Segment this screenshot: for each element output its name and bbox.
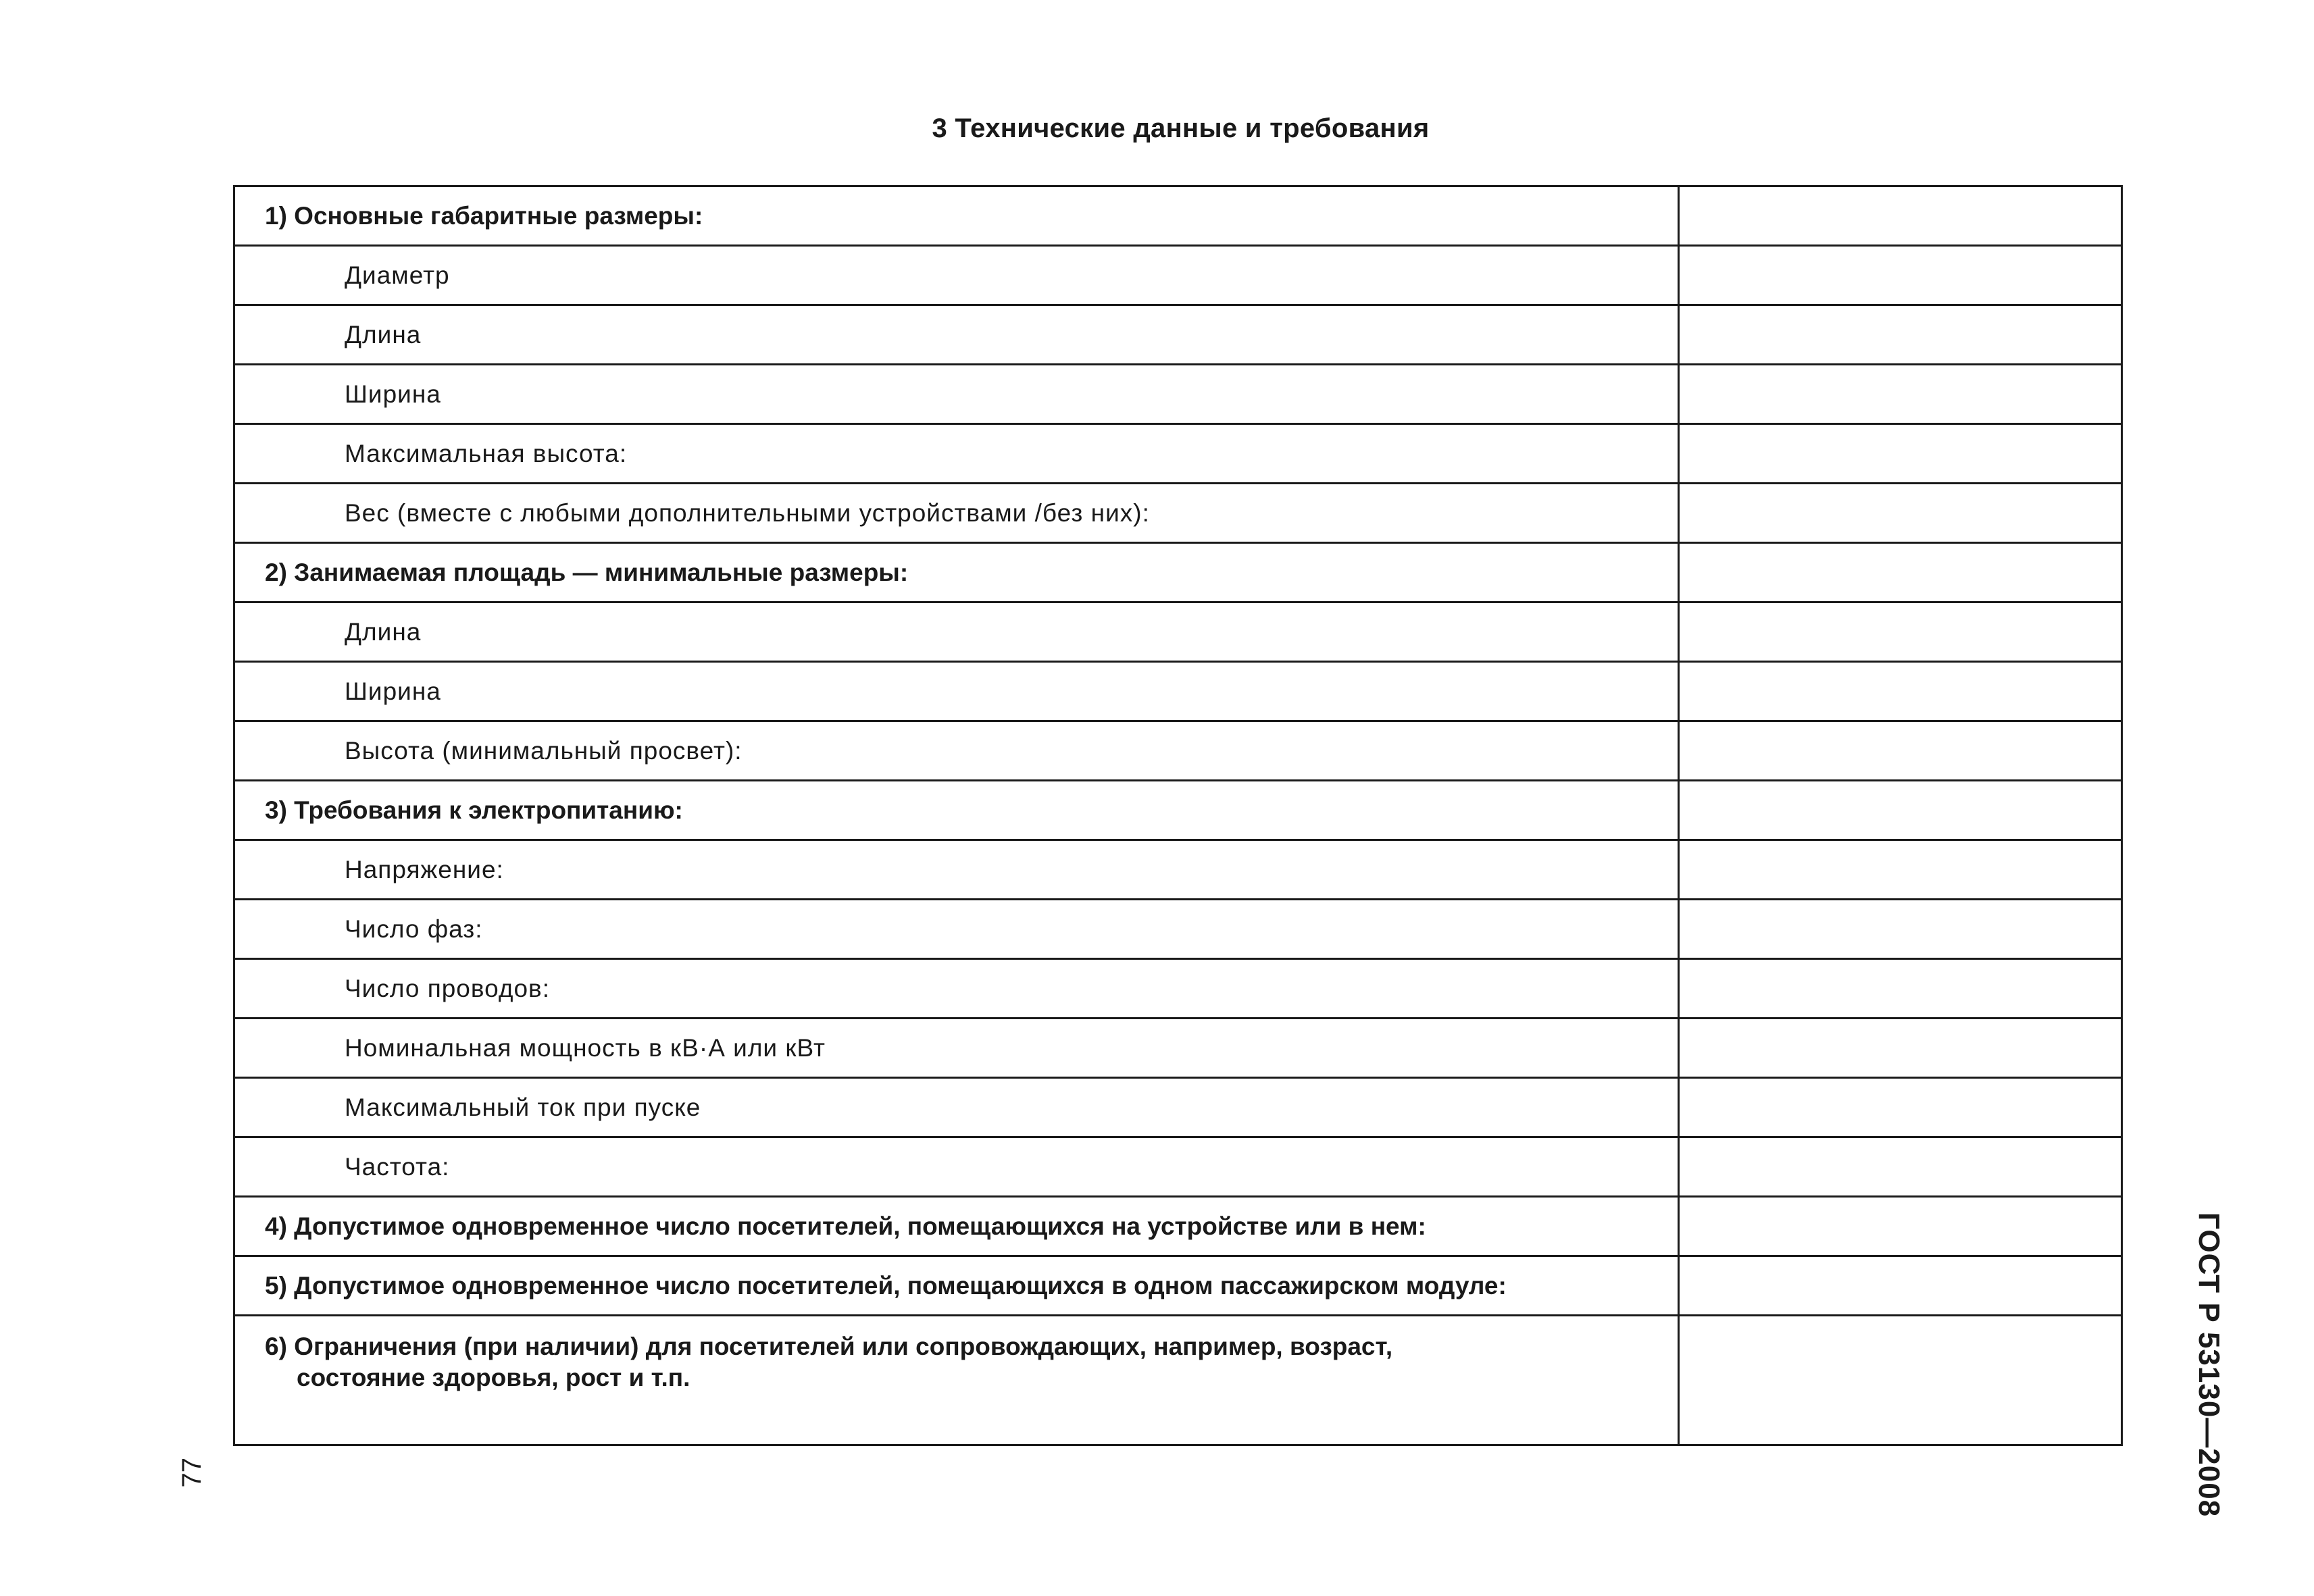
value-cell[interactable]	[1679, 186, 2122, 246]
table-row	[234, 840, 2122, 900]
table-row	[234, 1019, 2122, 1078]
row-label: Максимальный ток при пуске	[234, 1078, 1679, 1137]
technical-data-table	[233, 185, 2123, 1446]
value-cell[interactable]	[1679, 484, 2122, 543]
row-label-line2: состояние здоровья, рост и т.п.	[297, 1364, 690, 1391]
value-cell[interactable]	[1679, 1019, 2122, 1078]
value-cell[interactable]	[1679, 543, 2122, 602]
value-cell[interactable]	[1679, 1316, 2122, 1445]
table-row	[234, 305, 2122, 365]
table-row	[234, 662, 2122, 721]
table-row	[234, 365, 2122, 424]
row-label: Длина	[234, 602, 1679, 662]
value-cell[interactable]	[1679, 1256, 2122, 1316]
value-cell[interactable]	[1679, 1137, 2122, 1197]
value-cell[interactable]	[1679, 1078, 2122, 1137]
table-row	[234, 246, 2122, 305]
table-row	[234, 900, 2122, 959]
table-row	[234, 424, 2122, 484]
section-title: 3 Технические данные и требования	[932, 113, 1430, 143]
value-cell[interactable]	[1679, 900, 2122, 959]
row-label: Число фаз:	[234, 900, 1679, 959]
table-row	[234, 781, 2122, 840]
table-row	[234, 1078, 2122, 1137]
row-label: Напряжение:	[234, 840, 1679, 900]
table-row	[234, 1316, 2122, 1445]
row-label: Вес (вместе с любыми дополнительными устройствами /без них):	[234, 484, 1679, 543]
row-label: 2) Занимаемая площадь — минимальные размеры:	[234, 543, 1679, 602]
value-cell[interactable]	[1679, 1197, 2122, 1256]
row-label: Ширина	[234, 365, 1679, 424]
row-label-line1: 6) Ограничения (при наличии) для посетителей или сопровождающих, например, возраст,	[265, 1333, 1393, 1360]
table-row	[234, 543, 2122, 602]
page-number: 77	[177, 1458, 207, 1488]
row-label: Число проводов:	[234, 959, 1679, 1019]
row-label: 1) Основные габаритные размеры:	[234, 186, 1679, 246]
table-row	[234, 1137, 2122, 1197]
table-row	[234, 1197, 2122, 1256]
table-row	[234, 186, 2122, 246]
value-cell[interactable]	[1679, 305, 2122, 365]
value-cell[interactable]	[1679, 959, 2122, 1019]
row-label: Максимальная высота:	[234, 424, 1679, 484]
row-label: Ширина	[234, 662, 1679, 721]
table-row	[234, 959, 2122, 1019]
row-label: Длина	[234, 305, 1679, 365]
row-label: 3) Требования к электропитанию:	[234, 781, 1679, 840]
value-cell[interactable]	[1679, 662, 2122, 721]
row-label: Высота (минимальный просвет):	[234, 721, 1679, 781]
table-row	[234, 1256, 2122, 1316]
row-label: 4) Допустимое одновременное число посетителей, помещающихся на устройстве или в нем:	[234, 1197, 1679, 1256]
row-label: Частота:	[234, 1137, 1679, 1197]
value-cell[interactable]	[1679, 840, 2122, 900]
value-cell[interactable]	[1679, 721, 2122, 781]
value-cell[interactable]	[1679, 365, 2122, 424]
value-cell[interactable]	[1679, 781, 2122, 840]
value-cell[interactable]	[1679, 424, 2122, 484]
table-row	[234, 721, 2122, 781]
row-label: 5) Допустимое одновременное число посетителей, помещающихся в одном пассажирском модуле:	[234, 1256, 1679, 1316]
document-code: ГОСТ Р 53130—2008	[2192, 1212, 2225, 1518]
value-cell[interactable]	[1679, 246, 2122, 305]
row-label: Диаметр	[234, 246, 1679, 305]
row-label: Номинальная мощность в кВ·А или кВт	[234, 1019, 1679, 1078]
value-cell[interactable]	[1679, 602, 2122, 662]
table-row	[234, 602, 2122, 662]
table-row	[234, 484, 2122, 543]
row-label	[234, 1316, 1679, 1445]
